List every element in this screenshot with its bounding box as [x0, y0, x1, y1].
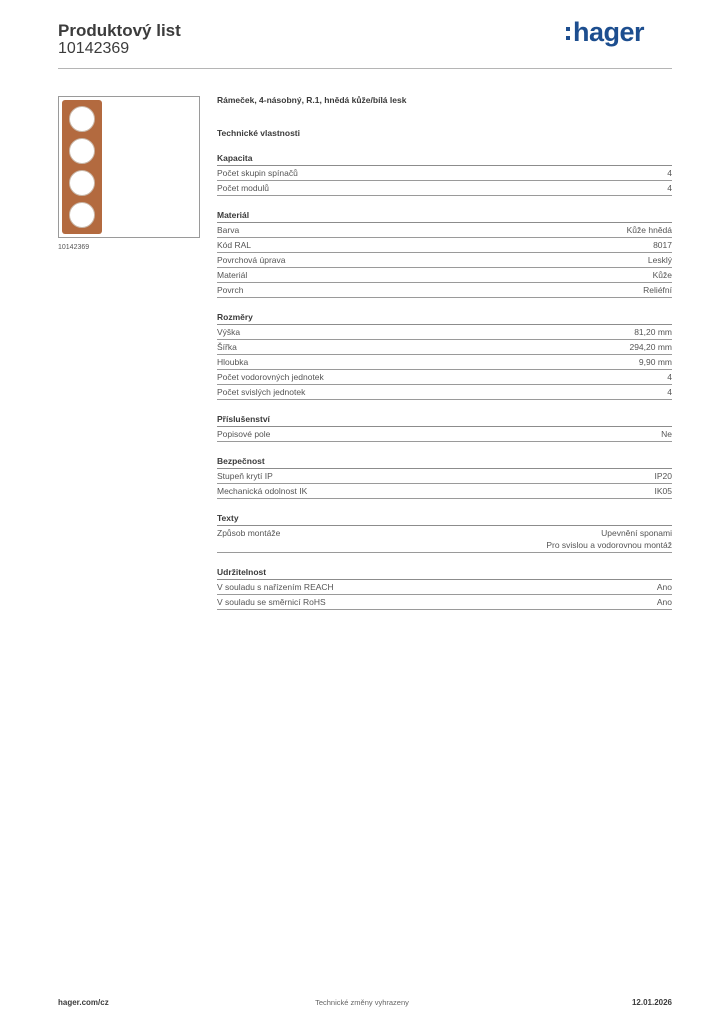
- spec-value-line: Ne: [661, 429, 672, 439]
- product-image: [58, 96, 200, 238]
- spec-row: [217, 370, 672, 385]
- spec-value: [648, 254, 672, 266]
- spec-label: V souladu se směrnicí RoHS: [217, 597, 326, 607]
- spec-row: [217, 385, 672, 400]
- section-title: Bezpečnost: [217, 455, 672, 469]
- spec-label: V souladu s nařízením REACH: [217, 582, 334, 592]
- footer-date: 12.01.2026: [631, 998, 672, 1007]
- spec-row: [217, 166, 672, 181]
- spec-value: [655, 485, 673, 497]
- product-number: 10142369: [58, 40, 130, 57]
- spec-section: [217, 311, 672, 400]
- spec-row: [217, 283, 672, 298]
- spec-value: [653, 239, 672, 251]
- footer-note: Technické změny vyhrazeny: [315, 998, 409, 1007]
- spec-value-line: IK05: [654, 486, 672, 496]
- spec-value-line: Upevnění sponami: [601, 528, 672, 538]
- spec-section: [217, 455, 672, 499]
- spec-section: [217, 512, 672, 553]
- frame-opening-icon: [69, 138, 95, 164]
- spec-label: Výška: [217, 327, 241, 337]
- spec-row: [217, 469, 672, 484]
- spec-row: [217, 427, 672, 442]
- spec-label: Počet vodorovných jednotek: [217, 372, 324, 382]
- spec-label: Počet skupin spínačů: [217, 168, 298, 178]
- section-title: Materiál: [217, 209, 672, 223]
- spec-value-line: 4: [667, 372, 672, 382]
- spec-value: [661, 428, 672, 440]
- spec-row: [217, 595, 672, 610]
- spec-label: Počet svislých jednotek: [217, 387, 306, 397]
- spec-value-line: Ano: [656, 597, 672, 607]
- spec-row: [217, 268, 672, 283]
- frame-opening-icon: [69, 202, 95, 228]
- spec-value-line: 8017: [653, 240, 672, 250]
- spec-section: [217, 566, 672, 610]
- spec-value: [657, 581, 672, 593]
- product-details: [217, 94, 672, 610]
- spec-label: Hloubka: [217, 357, 249, 367]
- spec-label: Šířka: [217, 342, 237, 352]
- section-title: Kapacita: [217, 152, 672, 166]
- spec-value-line: Ano: [656, 582, 672, 592]
- spec-value: [655, 470, 673, 482]
- spec-label: Počet modulů: [217, 183, 269, 193]
- spec-value: [667, 386, 672, 398]
- spec-row: [217, 484, 672, 499]
- spec-value-line: 4: [667, 168, 672, 178]
- page-title: Produktový list: [58, 21, 181, 40]
- section-title: Příslušenství: [217, 413, 672, 427]
- spec-row: [217, 223, 672, 238]
- spec-label: Barva: [217, 225, 240, 235]
- tech-properties-title: Technické vlastnosti: [217, 128, 300, 138]
- spec-value-line: 9,90 mm: [638, 357, 672, 367]
- frame-product-icon: [62, 100, 102, 234]
- spec-label: Povrch: [217, 285, 244, 295]
- hager-logo: [566, 16, 644, 48]
- spec-value: [667, 371, 672, 383]
- spec-row: [217, 238, 672, 253]
- spec-value: [667, 182, 672, 194]
- product-name: Rámeček, 4-násobný, R.1, hnědá kůže/bílá lesk: [217, 95, 407, 105]
- header-divider: [58, 68, 672, 69]
- footer-website: hager.com/cz: [58, 998, 109, 1007]
- spec-label: Kód RAL: [217, 240, 252, 250]
- spec-value-line: 294,20 mm: [629, 342, 672, 352]
- spec-value: [653, 269, 672, 281]
- spec-value: [639, 356, 672, 368]
- section-title: Texty: [217, 512, 672, 526]
- spec-row: [217, 253, 672, 268]
- spec-value-line: Pro svislou a vodorovnou montáž: [546, 540, 672, 550]
- logo-colon-icon: [566, 16, 571, 48]
- spec-value-line: IP20: [654, 471, 672, 481]
- spec-value-line: Kůže hnědá: [626, 225, 672, 235]
- spec-section: [217, 152, 672, 196]
- spec-label: Způsob montáže: [217, 528, 281, 538]
- frame-opening-icon: [69, 106, 95, 132]
- spec-value: [657, 596, 672, 608]
- section-title: Udržitelnost: [217, 566, 672, 580]
- spec-value: [546, 527, 672, 551]
- frame-opening-icon: [69, 170, 95, 196]
- spec-row: [217, 181, 672, 196]
- spec-row: [217, 340, 672, 355]
- spec-value: [643, 284, 672, 296]
- spec-label: Povrchová úprava: [217, 255, 286, 265]
- image-caption: 10142369: [58, 244, 90, 251]
- spec-row: [217, 580, 672, 595]
- spec-label: Materiál: [217, 270, 248, 280]
- spec-row: [217, 526, 672, 553]
- spec-label: Popisové pole: [217, 429, 271, 439]
- logo-text: hager: [573, 17, 645, 47]
- spec-label: Stupeň krytí IP: [217, 471, 273, 481]
- spec-value: [629, 341, 672, 353]
- spec-label: Mechanická odolnost IK: [217, 486, 308, 496]
- spec-row: [217, 355, 672, 370]
- spec-value: [627, 224, 672, 236]
- section-title: Rozměry: [217, 311, 672, 325]
- spec-value-line: 81,20 mm: [634, 327, 672, 337]
- spec-value: [667, 167, 672, 179]
- spec-value-line: 4: [667, 387, 672, 397]
- spec-section: [217, 413, 672, 442]
- spec-sections: [217, 152, 672, 610]
- spec-value-line: 4: [667, 183, 672, 193]
- spec-section: [217, 209, 672, 298]
- spec-value-line: Kůže: [652, 270, 672, 280]
- spec-value-line: Reliéfní: [643, 285, 672, 295]
- spec-row: [217, 325, 672, 340]
- spec-value: [634, 326, 672, 338]
- spec-value-line: Lesklý: [647, 255, 672, 265]
